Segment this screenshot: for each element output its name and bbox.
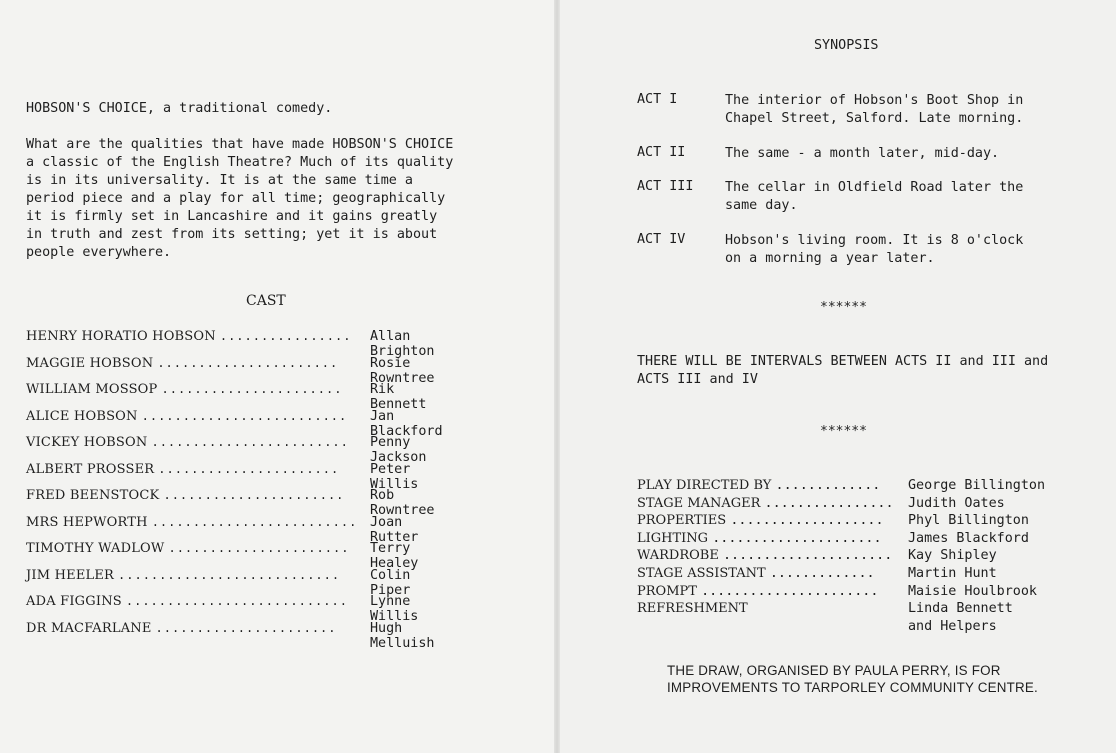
leader-dots: .............: [775, 478, 881, 493]
draw-notice: [667, 662, 1038, 696]
cast-row: [26, 541, 419, 571]
crew-role: [637, 478, 880, 493]
intro-paragraph: [26, 136, 453, 262]
crew-name: Phyl Billington: [908, 513, 1029, 529]
intro-line: period piece and a play for all time; geographically: [26, 191, 446, 206]
act-description-line: Hobson's living room. It is 8 o'clock: [725, 233, 1024, 248]
leader-dots: ......................: [155, 620, 337, 635]
crew-role: [637, 566, 875, 581]
cast-role: ALBERT PROSSER: [26, 461, 155, 477]
act-label: ACT IV: [637, 232, 686, 247]
crew-name: Maisie Houlbrook: [908, 583, 1037, 599]
act-description-line: on a morning a year later.: [725, 250, 935, 266]
cast-actor: Rosie Rowntree: [370, 355, 435, 386]
intro-line: a classic of the English Theatre? Much of its quality: [26, 155, 454, 170]
cast-role: DR MACFARLANE: [26, 620, 152, 636]
intervals-notice: [637, 353, 1107, 389]
cast-actor: Penny Jackson: [370, 435, 427, 465]
crew-name: Kay Shipley: [908, 548, 997, 564]
leader-dots: ......................: [157, 355, 339, 370]
act-description-line: Chapel Street, Salford. Late morning.: [725, 110, 1024, 126]
crew-name: George Billington: [908, 478, 1046, 493]
cast-row: [26, 408, 443, 439]
leader-dots: ................: [764, 495, 894, 511]
cast-role: WILLIAM MOSSOP: [26, 382, 158, 397]
leader-dots: .............: [769, 565, 875, 581]
crew-role: [637, 531, 882, 546]
cast-role: ALICE HOBSON: [26, 408, 138, 424]
crew-row: [637, 496, 1097, 514]
act-description: [725, 179, 1065, 214]
crew-row: [637, 478, 1097, 496]
crew-role: [637, 513, 884, 528]
act-description-line: The same - a month later, mid-day.: [725, 146, 1000, 161]
crew-role-text: PLAY DIRECTED BY: [637, 478, 772, 493]
intro-line: is in its universality. It is at the same time a: [26, 173, 413, 188]
cast-row: [26, 382, 427, 412]
cast-actor: Lynne Willis: [370, 594, 419, 624]
draw-line: THE DRAW, ORGANISED BY PAULA PERRY, IS FOR: [667, 663, 1001, 678]
leader-dots: ...........................: [125, 594, 348, 608]
cast-role: MAGGIE HOBSON: [26, 355, 154, 371]
cast-actor: Rik Bennett: [370, 382, 427, 412]
act-label: ACT III: [637, 179, 694, 194]
leader-dots: ...........................: [118, 567, 341, 582]
crew-extra: and Helpers: [908, 619, 997, 634]
crew-role-text: STAGE ASSISTANT: [637, 565, 766, 581]
act-description: [725, 92, 1065, 127]
cast-list: [26, 329, 443, 651]
cast-role: JIM HEELER: [26, 567, 115, 583]
cast-actor: Joan Rutter: [370, 514, 419, 545]
crew-list: [637, 478, 1097, 619]
cast-row: [26, 594, 419, 624]
intro-line: in truth and zest from its setting; yet it is about: [26, 227, 438, 242]
cast-actor: Hugh Melluish: [370, 620, 435, 651]
crew-row: [637, 601, 1097, 619]
leader-dots: ................: [219, 329, 352, 343]
crew-row: [637, 531, 1097, 549]
leader-dots: ........................: [151, 435, 349, 449]
separator-stars: ******: [820, 300, 867, 315]
crew-role-text: WARDROBE: [637, 548, 719, 564]
crew-row: [637, 548, 1097, 566]
act-label: ACT I: [637, 92, 678, 107]
intervals-line: THERE WILL BE INTERVALS BETWEEN ACTS II and III and: [637, 354, 1049, 369]
intervals-line: ACTS III and IV: [637, 372, 758, 387]
leader-dots: ...................: [730, 513, 884, 529]
act-description-line: The cellar in Oldfield Road later the: [725, 180, 1024, 195]
crew-role-text: PROPERTIES: [637, 513, 727, 529]
intro-line: it is firmly set in Lancashire and it gains greatly: [26, 209, 438, 224]
leader-dots: ......................: [701, 583, 879, 599]
crew-name: Martin Hunt: [908, 565, 997, 581]
cast-role: HENRY HORATIO HOBSON: [26, 329, 216, 344]
crew-row: [637, 513, 1097, 531]
cast-actor: Jan Blackford: [370, 408, 443, 439]
cast-role: ADA FIGGINS: [26, 594, 122, 609]
cast-row: [26, 329, 435, 359]
act-label: ACT II: [637, 145, 686, 160]
crew-role: [637, 601, 748, 616]
crew-name: James Blackford: [908, 530, 1029, 546]
cast-actor: Peter Willis: [370, 461, 419, 492]
act-description-line: same day.: [725, 197, 798, 213]
cast-row: [26, 355, 435, 386]
leader-dots: ......................: [161, 382, 343, 396]
leader-dots: ......................: [168, 541, 350, 555]
crew-role-text: LIGHTING: [637, 530, 709, 546]
leader-dots: ......................: [158, 461, 340, 476]
leader-dots: .........................: [141, 408, 348, 423]
page-fold: [554, 0, 560, 753]
crew-name: Linda Bennett: [908, 601, 1013, 617]
cast-row: [26, 488, 435, 518]
cast-actor: Rob Rowntree: [370, 488, 435, 518]
crew-role: [637, 548, 892, 563]
cast-role: FRED BEENSTOCK: [26, 488, 160, 503]
crew-row: [637, 566, 1097, 584]
crew-role-text: REFRESHMENT: [637, 601, 748, 617]
leader-dots: .....................: [712, 530, 882, 546]
cast-row: [26, 461, 419, 492]
act-description: [725, 232, 1065, 267]
cast-row: [26, 514, 419, 545]
cast-role: MRS HEPWORTH: [26, 514, 148, 530]
cast-actor: Terry Healey: [370, 541, 419, 571]
leader-dots: ......................: [163, 488, 345, 502]
crew-role-text: STAGE MANAGER: [637, 495, 761, 511]
cast-row: [26, 567, 411, 598]
leader-dots: .....................: [722, 548, 893, 564]
cast-row: [26, 620, 435, 651]
crew-row: [637, 584, 1097, 602]
cast-row: [26, 435, 427, 465]
cast-role: TIMOTHY WADLOW: [26, 541, 165, 556]
draw-line: IMPROVEMENTS TO TARPORLEY COMMUNITY CENTRE.: [667, 680, 1038, 695]
leader-dots: .........................: [151, 514, 358, 529]
crew-name: Judith Oates: [908, 495, 1005, 511]
cast-actor: Colin Piper: [370, 567, 411, 598]
intro-title: HOBSON'S CHOICE, a traditional comedy.: [26, 101, 333, 116]
separator-stars: ******: [820, 424, 867, 439]
cast-role: VICKEY HOBSON: [26, 435, 148, 450]
crew-role: [637, 584, 878, 599]
crew-role: [637, 496, 894, 511]
act-description: [725, 145, 1065, 163]
crew-role-text: PROMPT: [637, 583, 697, 599]
cast-heading: CAST: [246, 293, 286, 309]
intro-line: people everywhere.: [26, 245, 172, 260]
intro: [26, 100, 453, 262]
synopsis-heading: SYNOPSIS: [814, 38, 879, 53]
intro-line: What are the qualities that have made HOBSON'S CHOICE: [26, 137, 454, 152]
act-description-line: The interior of Hobson's Boot Shop in: [725, 93, 1024, 108]
cast-actor: Allan Brighton: [370, 329, 435, 359]
